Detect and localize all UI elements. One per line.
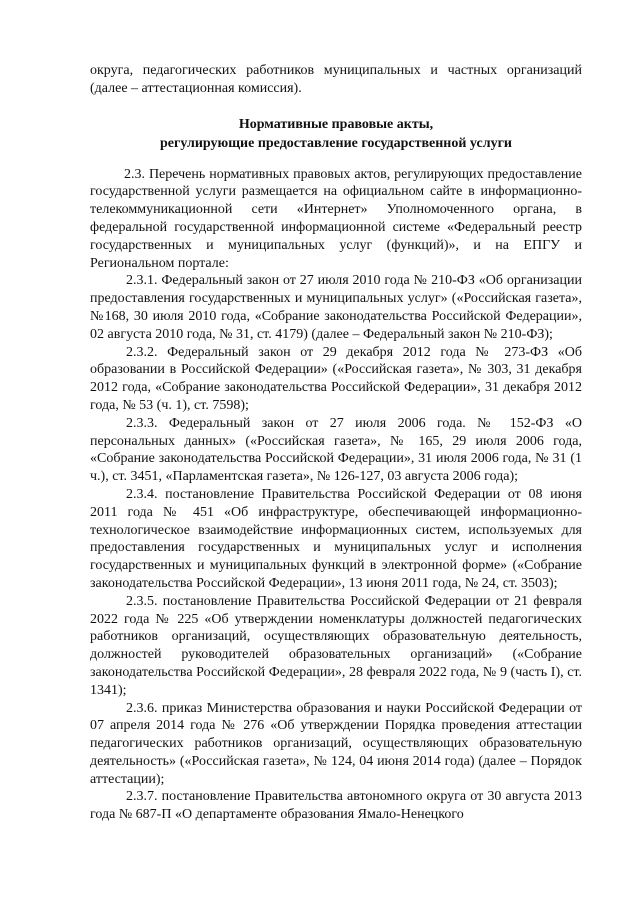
intro-paragraph: округа, педагогических работников муниципальных и частных организаций (далее – аттестационная комиссия). bbox=[90, 63, 582, 96]
paragraph-2-3-2: 2.3.2. Федеральный закон от 29 декабря 2012 года № 273-ФЗ «Об образовании в Российской Федерации» («Российская газета», № 303, 31 декабря 2012 года, «Собрание законодательства Российской Федерации», 31 декабря 2012 года, № 53 (ч. 1), ст. 7598); bbox=[90, 344, 582, 413]
paragraph-2-3-7: 2.3.7. постановление Правительства автономного округа от 30 августа 2013 года № 687-П «О департаменте образования Ямало-Ненецкого bbox=[90, 789, 582, 823]
paragraph-2-3: 2.3. Перечень нормативных правовых актов, регулирующих предоставление государственной услуги размещается на официальном сайте в информационно-телекоммуникационной сети «Интернет» Уполномоченного органа, в федеральной государственной информационной системе «Федеральный реестр государственных и муниципальных услуг (функций)», и на ЕПГУ и Региональном портале: bbox=[90, 166, 582, 271]
paragraph-2-3-4: 2.3.4. постановление Правительства Российской Федерации от 08 июня 2011 года № 451 «Об инфраструктуре, обеспечивающей информационно-технологическое взаимодействие информационных систем, используемых для предоставления государственных и муниципальных услуг и исполнения государственных и муниципальных функций в электронной форме» («Собрание законодательства Российской Федерации», 13 июня 2011 года, № 24, ст. 3503); bbox=[90, 486, 582, 591]
paragraph-2-3-3: 2.3.3. Федеральный закон от 27 июля 2006 года. № 152-ФЗ «О персональных данных» («Российская газета», № 165, 29 июля 2006 года, «Собрание законодательства Российской Федерации», 31 июля 2006 года, № 31 (1 ч.), ст. 3451, «Парламентская газета», № 126-127, 03 августа 2006 года); bbox=[90, 415, 582, 485]
section-heading bbox=[90, 115, 582, 153]
document-body bbox=[90, 62, 582, 824]
paragraph-2-3-1: 2.3.1. Федеральный закон от 27 июля 2010 года № 210-ФЗ «Об организации предоставления государственных и муниципальных услуг» («Российская газета», №168, 30 июля 2010 года, «Собрание законодательства Российской Федерации», 02 августа 2010 года, № 31, ст. 4179) (далее – Федеральный закон № 210-ФЗ); bbox=[90, 273, 582, 342]
section-heading-line-2: регулирующие предоставление государственной услуги bbox=[160, 135, 512, 151]
paragraph-2-3-6: 2.3.6. приказ Министерства образования и науки Российской Федерации от 07 апреля 2014 года № 276 «Об утверждении Порядка проведения аттестации педагогических работников организаций, осуществляющих образовательную деятельность» («Российская газета», № 124, 04 июня 2014 года) (далее – Порядок аттестации); bbox=[90, 700, 582, 787]
paragraph-2-3-5: 2.3.5. постановление Правительства Российской Федерации от 21 февраля 2022 года № 225 «Об утверждении номенклатуры должностей педагогических работников организаций, осуществляющих образовательную деятельность, должностей руководителей образовательных организаций» («Собрание законодательства Российской Федерации», 28 февраля 2022 года, № 9 (часть I), ст. 1341); bbox=[90, 593, 582, 698]
section-heading-line-1: Нормативные правовые акты, bbox=[238, 116, 434, 132]
